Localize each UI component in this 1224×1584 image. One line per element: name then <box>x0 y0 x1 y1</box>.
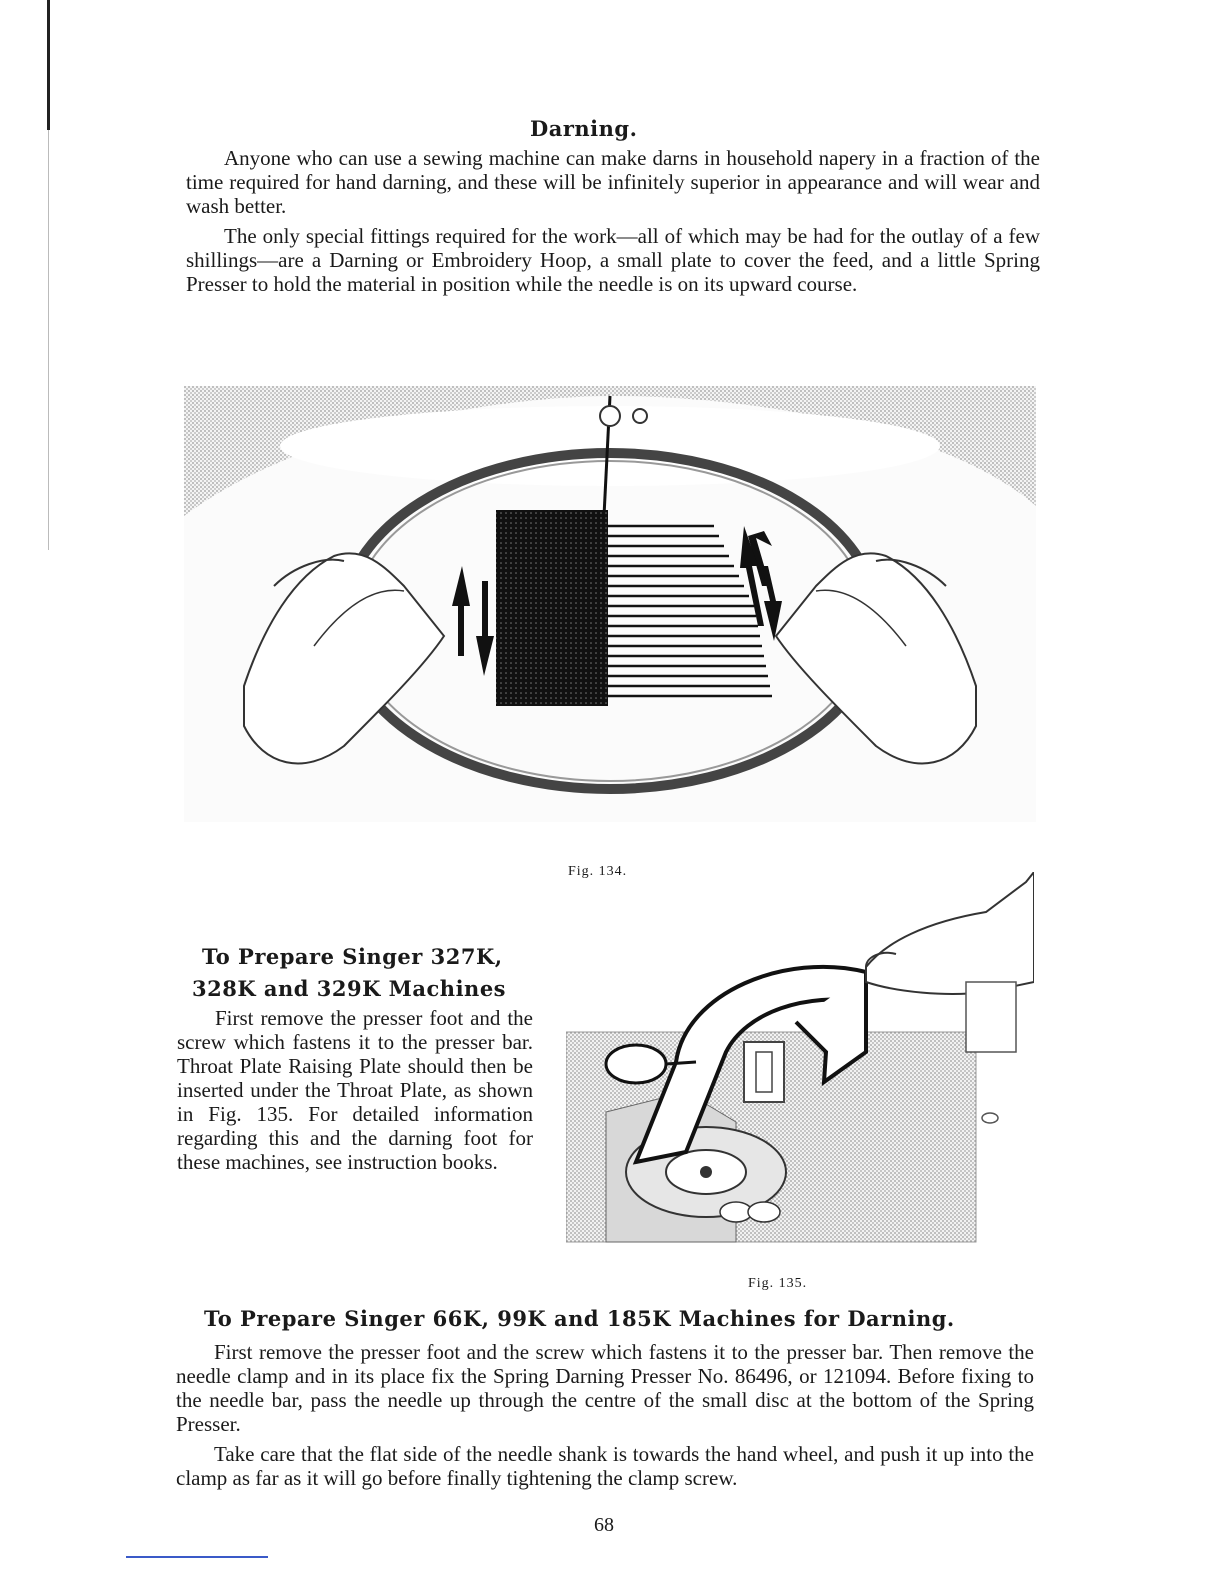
figure-135-caption: Fig. 135. <box>748 1276 808 1291</box>
page-number: 68 <box>594 1514 614 1536</box>
prepare-327k-heading-line2: 328K and 329K Machines <box>192 976 507 1001</box>
scan-edge <box>47 0 50 130</box>
darning-heading: Darning. <box>530 116 638 141</box>
throat-plate-illustration <box>566 872 1034 1270</box>
prepare-66k-paragraph-2: Take care that the flat side of the needle shank is towards the hand wheel, and push it up into the clamp as far as it will go before finally tightening the clamp screw. <box>176 1442 1034 1490</box>
darning-text <box>186 146 1040 302</box>
prepare-327k-text <box>177 1006 533 1180</box>
prepare-66k-text <box>176 1340 1034 1496</box>
darning-paragraph-1: Anyone who can use a sewing machine can make darns in household napery in a fraction of the time required for hand darning, and these will be infinitely superior in appearance and will wear and wash better. <box>186 146 1040 218</box>
darning-hoop-illustration <box>184 386 1036 822</box>
scan-edge-faint <box>48 130 49 550</box>
prepare-327k-heading-line1: To Prepare Singer 327K, <box>202 944 503 969</box>
blue-rule <box>126 1556 268 1558</box>
prepare-66k-heading: To Prepare Singer 66K, 99K and 185K Machines for Darning. <box>204 1306 955 1331</box>
figure-134-caption: Fig. 134. <box>568 864 628 879</box>
prepare-327k-paragraph: First remove the presser foot and the screw which fastens it to the presser bar. Throat Plate Raising Plate should then be inserted under the Throat Plate, as shown in Fig. 135. For detailed information regarding this and the darning foot for these machines, see instruction books. <box>177 1006 533 1174</box>
darning-paragraph-2: The only special fittings required for the work—all of which may be had for the outlay of a few shillings—are a Darning or Embroidery Hoop, a small plate to cover the feed, and a little Spring Presser to hold the material in position while the needle is on its upward course. <box>186 224 1040 296</box>
prepare-66k-paragraph-1: First remove the presser foot and the screw which fastens it to the presser bar. Then remove the needle clamp and in its place fix the Spring Darning Presser No. 86496, or 121094. Before fixing to the needle bar, pass the needle up through the centre of the small disc at the bottom of the Spring Presser. <box>176 1340 1034 1436</box>
